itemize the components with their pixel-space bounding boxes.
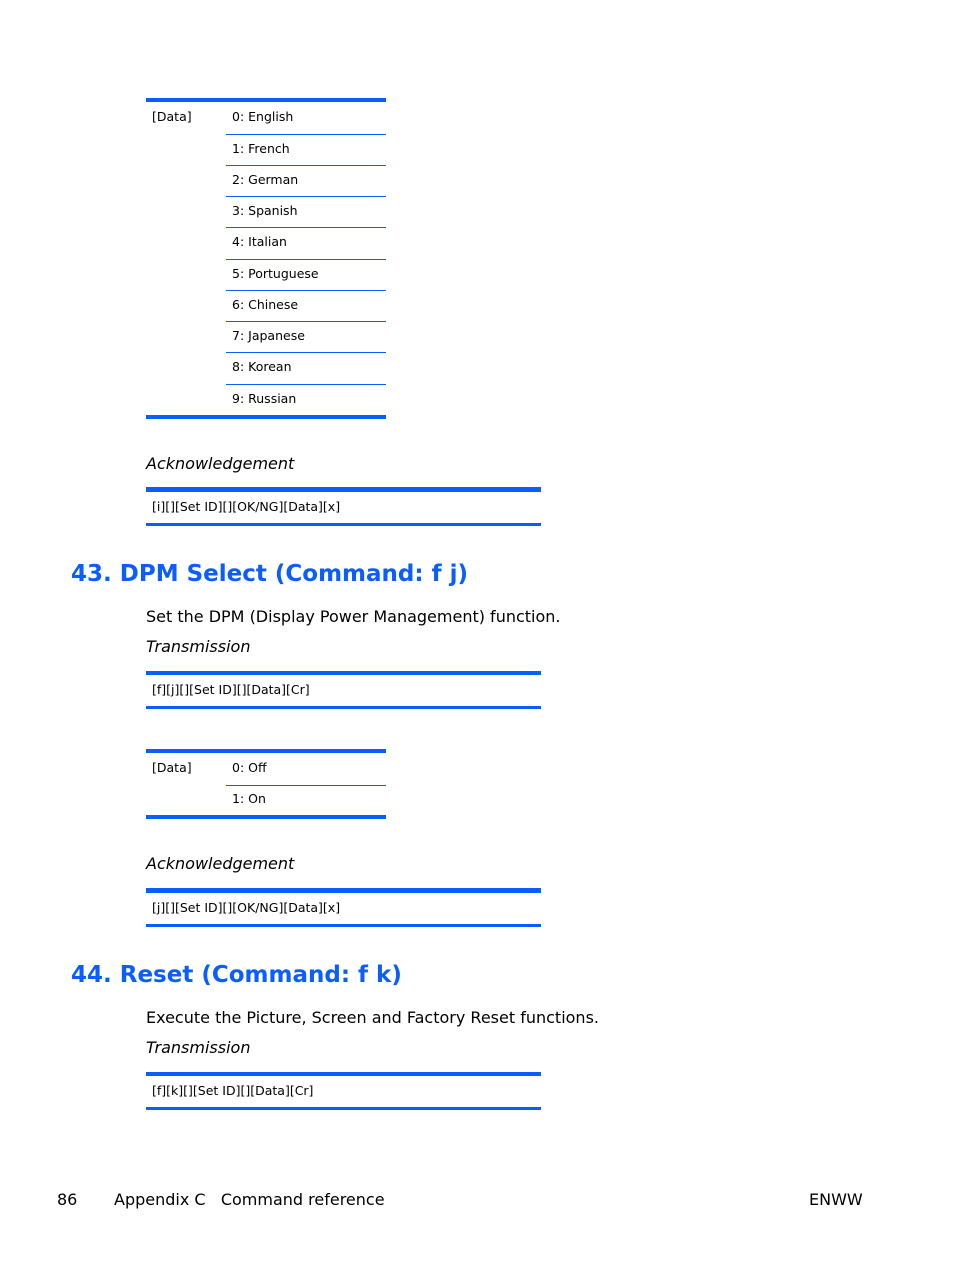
transmission-code: [f][j][][Set ID][][Data][Cr]	[152, 682, 310, 697]
table-data-label: [Data]	[152, 109, 192, 124]
table-row: 2: German	[232, 172, 299, 187]
table-row: 5: Portuguese	[232, 266, 319, 281]
code-bottom-rule	[146, 1107, 541, 1110]
code-bottom-rule	[146, 706, 541, 709]
row-divider	[226, 384, 386, 385]
row-divider	[226, 165, 386, 166]
table-row: 3: Spanish	[232, 203, 298, 218]
row-divider	[226, 227, 386, 228]
row-divider	[226, 134, 386, 135]
page-number: 86	[57, 1190, 78, 1209]
code-top-rule	[146, 888, 541, 893]
table-row: 4: Italian	[232, 234, 287, 249]
footer-chapter: Appendix C Command reference	[114, 1190, 385, 1209]
table-row: 6: Chinese	[232, 297, 299, 312]
table-top-rule	[146, 98, 386, 102]
row-divider	[226, 259, 386, 260]
row-divider	[226, 196, 386, 197]
table-row: 0: English	[232, 109, 294, 124]
section-description: Execute the Picture, Screen and Factory Reset functions.	[146, 1008, 599, 1027]
footer-right-label: ENWW	[809, 1190, 863, 1209]
code-top-rule	[146, 487, 541, 492]
acknowledgement-title: Acknowledgement	[146, 854, 295, 873]
section-description: Set the DPM (Display Power Management) function.	[146, 607, 561, 626]
acknowledgement-title: Acknowledgement	[146, 454, 295, 473]
transmission-code: [f][k][][Set ID][][Data][Cr]	[152, 1083, 314, 1098]
table-row: 9: Russian	[232, 391, 297, 406]
transmission-title: Transmission	[146, 1038, 251, 1057]
table-top-rule	[146, 749, 386, 753]
row-divider	[226, 785, 386, 786]
code-bottom-rule	[146, 924, 541, 927]
table-row: 0: Off	[232, 760, 267, 775]
table-bottom-rule	[146, 815, 386, 819]
table-row: 1: French	[232, 141, 290, 156]
row-divider	[226, 290, 386, 291]
table-bottom-rule	[146, 415, 386, 419]
code-top-rule	[146, 671, 541, 675]
table-row: 1: On	[232, 791, 266, 806]
code-top-rule	[146, 1072, 541, 1076]
row-divider	[226, 352, 386, 353]
section-heading-44: 44. Reset (Command: f k)	[71, 962, 402, 988]
section-heading-43: 43. DPM Select (Command: f j)	[71, 561, 468, 587]
transmission-title: Transmission	[146, 637, 251, 656]
table-data-label: [Data]	[152, 760, 192, 775]
table-row: 8: Korean	[232, 359, 292, 374]
table-row: 7: Japanese	[232, 328, 305, 343]
row-divider	[226, 321, 386, 322]
code-bottom-rule	[146, 523, 541, 526]
acknowledgement-code: [j][][Set ID][][OK/NG][Data][x]	[152, 900, 341, 915]
acknowledgement-code: [i][][Set ID][][OK/NG][Data][x]	[152, 499, 341, 514]
